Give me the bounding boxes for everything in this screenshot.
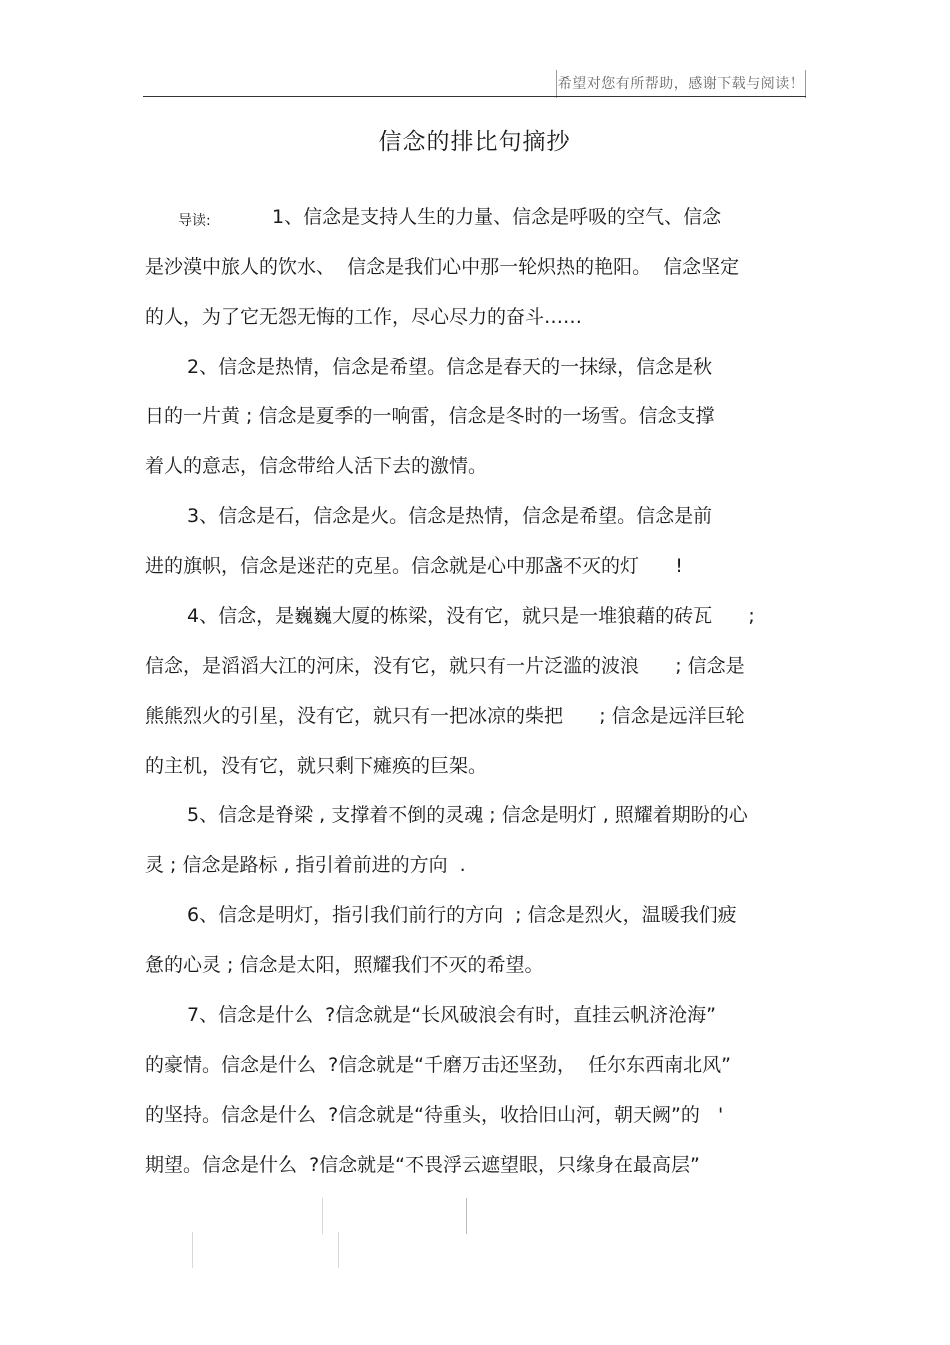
text-line: 6、信念是明灯，指引我们前行的方向 ; 信念是烈火，温暖我们疲: [187, 904, 737, 926]
header-note: 希望对您有所帮助，感谢下载与阅读！: [556, 70, 806, 98]
text-line: 2、信念是热情，信念是希望。信念是春天的一抹绿，信念是秋: [187, 356, 713, 378]
text-line: 的人，为了它无怨无悔的工作，尽心尽力的奋斗……: [145, 306, 583, 328]
text-line: 信念，是滔滔大江的河床，没有它，就只有一片泛滥的波浪 ; 信念是: [145, 655, 745, 677]
text-line: 惫的心灵 ; 信念是太阳，照耀我们不灭的希望。: [145, 954, 544, 976]
text-line: 1、信念是支持人生的力量、信念是呼吸的空气、信念: [272, 206, 722, 228]
scan-artifact-line: [338, 1232, 339, 1268]
document-title: 信念的排比句摘抄: [378, 129, 571, 155]
text-line: 的坚持。信念是什么 ?信念就是“待重头，收拾旧山河，朝天阙”的 ': [145, 1104, 724, 1126]
text-line: 熊熊烈火的引星，没有它，就只有一把冰凉的柴把 ; 信念是远洋巨轮: [145, 705, 745, 727]
header-rule: [143, 96, 806, 97]
text-line: 灵 ; 信念是路标 , 指引着前进的方向 .: [145, 854, 466, 876]
text-line: 4、信念，是巍巍大厦的栋梁，没有它，就只是一堆狼藉的砖瓦 ;: [187, 605, 755, 627]
scan-artifact-line: [322, 1198, 323, 1234]
text-line: 日的一片黄 ; 信念是夏季的一响雷，信念是冬时的一场雪。信念支撑: [145, 405, 715, 427]
text-line: 7、信念是什么 ?信念就是“长风破浪会有时，直挂云帆济沧海”: [187, 1004, 716, 1026]
text-line: 期望。信念是什么 ?信念就是“不畏浮云遮望眼，只缘身在最高层”: [145, 1154, 700, 1176]
scan-artifact-line: [192, 1232, 193, 1268]
text-line: 是沙漠中旅人的饮水、 信念是我们心中那一轮炽热的艳阳。 信念坚定: [145, 256, 740, 278]
text-line: 的豪情。信念是什么 ?信念就是“千磨万击还坚劲， 任尔东西南北风”: [145, 1054, 731, 1076]
lead-label: 导读:: [178, 213, 211, 229]
text-line: 进的旗帜，信念是迷茫的克星。信念就是心中那盏不灭的灯 !: [145, 555, 683, 577]
text-line: 的主机，没有它，就只剩下瘫痪的巨架。: [145, 755, 488, 777]
text-line: 着人的意志，信念带给人活下去的激情。: [145, 455, 488, 477]
text-line: 3、信念是石，信念是火。信念是热情，信念是希望。信念是前: [187, 505, 713, 527]
text-line: 5、信念是脊梁 , 支撑着不倒的灵魂 ; 信念是明灯 , 照耀着期盼的心: [187, 804, 748, 826]
scan-artifact-line: [466, 1198, 467, 1234]
